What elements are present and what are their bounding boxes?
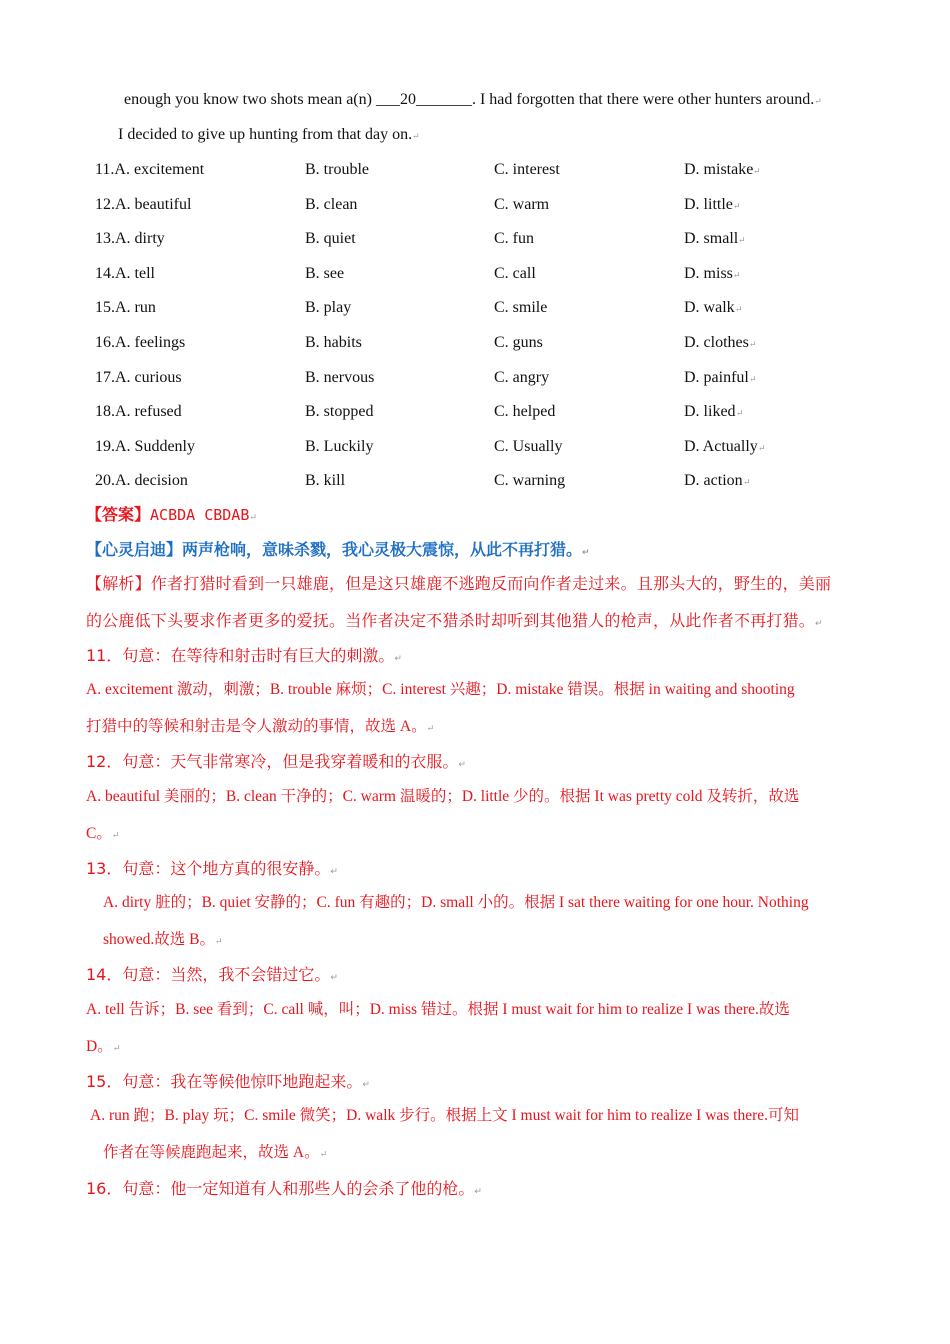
explanation-12-line-1: A. beautiful 美丽的；B. clean 干净的；C. warm 温暖的；D. little 少的。根据 It was pretty cold 及转折，故选	[86, 788, 800, 805]
question-15-option-b: B. play	[305, 299, 352, 317]
question-17-option-d: D. painful	[684, 368, 749, 386]
question-16-option-d: D. clothes	[684, 334, 749, 351]
explanation-11-title: 11．句意：在等待和射击时有巨大的刺激。↵	[86, 646, 402, 665]
paragraph-mark: ↵	[749, 373, 757, 384]
paragraph-mark: ↵	[749, 339, 757, 349]
paragraph-mark: ↵	[738, 235, 746, 246]
question-12-option-c: C. warm	[494, 195, 550, 213]
question-20-option-d: D. action	[684, 472, 743, 490]
question-17-option-b: B. nervous	[305, 368, 375, 386]
passage-line-2: I decided to give up hunting from that day on.↵	[118, 126, 420, 143]
question-20-option-b: B. kill	[305, 472, 346, 490]
question-13-option-d: D. small	[684, 230, 739, 248]
paragraph-mark: ↵	[753, 166, 761, 176]
inspiration-text: 【心灵启迪】两声枪响，意味杀戮，我心灵极大震惊，从此不再打猎。↵	[86, 540, 590, 559]
paragraph-mark: ↵	[733, 200, 741, 211]
explanation-15-title: 15．句意：我在等候他惊吓地跑起来。↵	[86, 1072, 370, 1091]
question-14-option-b: B. see	[305, 264, 345, 282]
question-11-option-a: 11.A. excitement	[95, 161, 205, 178]
question-18-option-b: B. stopped	[305, 403, 374, 421]
question-11-option-c: C. interest	[494, 161, 560, 178]
question-16-option-a: 16.A. feelings	[95, 334, 186, 351]
question-19-option-a: 19.A. Suddenly	[95, 437, 195, 455]
question-14-option-c: C. call	[494, 264, 536, 282]
question-14-option-d: D. miss	[684, 264, 733, 282]
question-18-option-d: D. liked	[684, 403, 736, 421]
paragraph-mark: ↵	[733, 269, 741, 280]
question-17-option-c: C. angry	[494, 368, 550, 386]
question-15-option-a: 15.A. run	[95, 299, 156, 317]
explanation-13-line-1: A. dirty 脏的；B. quiet 安静的；C. fun 有趣的；D. small 小的。根据 I sat there waiting for one hour. Nothing	[103, 894, 809, 911]
explanation-15-line-2: 作者在等候鹿跑起来，故选 A。↵	[103, 1144, 328, 1161]
question-13-option-c: C. fun	[494, 230, 534, 248]
explanation-11-line-2: 打猎中的等候和射击是令人激动的事情，故选 A。↵	[86, 718, 435, 735]
explanation-15-line-1: A. run 跑；B. play 玩；C. smile 微笑；D. walk 步行。根据上文 I must wait for him to realize I was there.可知	[90, 1107, 800, 1124]
paragraph-mark: ↵	[736, 408, 744, 419]
passage-line-1: enough you know two shots mean a(n) ___20_______. I had forgotten that there were other hunters around.↵	[124, 91, 822, 108]
question-13-option-a: 13.A. dirty	[95, 230, 165, 248]
question-15-option-c: C. smile	[494, 299, 548, 317]
explanation-13-line-2: showed.故选 B。↵	[103, 931, 223, 948]
explanation-16-title: 16．句意：他一定知道有人和那些人的会杀了他的枪。↵	[86, 1179, 482, 1198]
question-18-option-a: 18.A. refused	[95, 403, 182, 421]
paragraph-mark: ↵	[743, 477, 751, 488]
question-12-option-d: D. little	[684, 195, 733, 213]
question-19-option-d: D. Actually	[684, 437, 758, 455]
question-16-option-c: C. guns	[494, 334, 543, 351]
question-12-option-b: B. clean	[305, 195, 358, 213]
analysis-line-2: 的公鹿低下头要求作者更多的爱抚。当作者决定不猎杀时却听到其他猎人的枪声，从此作者不再打猎。↵	[86, 611, 823, 630]
question-20-option-a: 20.A. decision	[95, 472, 188, 490]
question-11-option-d: D. mistake	[684, 161, 754, 178]
answer-line: 【答案】ACBDA CBDAB↵	[86, 505, 257, 524]
explanation-12-title: 12．句意：天气非常寒冷，但是我穿着暖和的衣服。↵	[86, 752, 466, 771]
question-18-option-c: C. helped	[494, 403, 556, 421]
question-15-option-d: D. walk	[684, 299, 735, 317]
question-19-option-b: B. Luckily	[305, 437, 374, 455]
question-13-option-b: B. quiet	[305, 230, 356, 248]
explanation-11-line-1: A. excitement 激动，刺激；B. trouble 麻烦；C. interest 兴趣；D. mistake 错误。根据 in waiting and shooting	[86, 681, 795, 698]
explanation-14-title: 14．句意：当然，我不会错过它。↵	[86, 965, 338, 984]
question-16-option-b: B. habits	[305, 334, 362, 351]
explanation-14-line-2: D。↵	[86, 1038, 121, 1055]
question-20-option-c: C. warning	[494, 472, 566, 490]
question-14-option-a: 14.A. tell	[95, 264, 155, 282]
answer-label: 【答案】	[86, 505, 151, 524]
explanation-14-line-1: A. tell 告诉；B. see 看到；C. call 喊，叫；D. miss 错过。根据 I must wait for him to realize I was there.故选	[86, 1001, 790, 1018]
question-19-option-c: C. Usually	[494, 437, 563, 455]
explanation-12-line-2: C。↵	[86, 825, 120, 842]
answer-value: ACBDA CBDAB	[150, 506, 250, 524]
question-17-option-a: 17.A. curious	[95, 368, 182, 386]
analysis-line-1: 【解析】作者打猎时看到一只雄鹿，但是这只雄鹿不逃跑反而向作者走过来。且那头大的，野生的，美丽	[86, 574, 832, 593]
paragraph-mark: ↵	[735, 304, 743, 315]
question-11-option-b: B. trouble	[305, 161, 369, 178]
explanation-13-title: 13．句意：这个地方真的很安静。↵	[86, 859, 338, 878]
paragraph-mark: ↵	[758, 442, 766, 453]
question-12-option-a: 12.A. beautiful	[95, 195, 192, 213]
